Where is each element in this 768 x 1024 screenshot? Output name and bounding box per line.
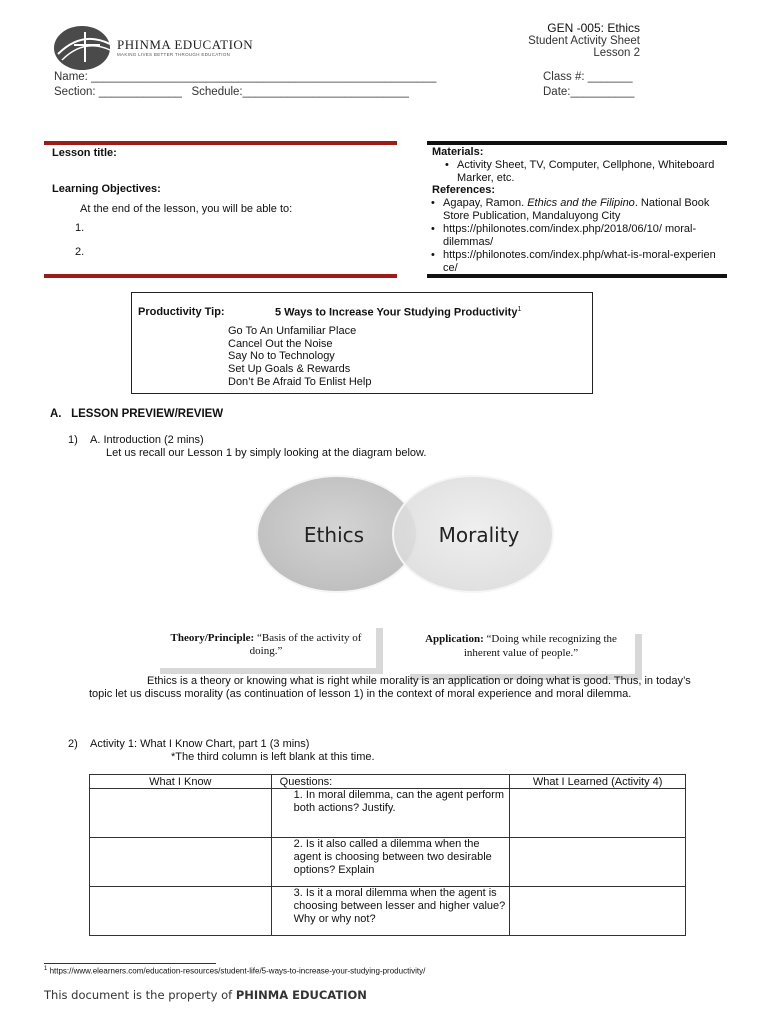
reference-1-title: Ethics and the Filipino [527,197,635,209]
productivity-tip-box [131,292,593,394]
objectives-intro: At the end of the lesson, you will be able to: [80,203,293,215]
footer-prefix: This document is the property of [44,988,236,1002]
tip-label: Productivity Tip: [138,306,225,318]
footnote-mark: 1 [44,966,48,972]
logo-tagline: MAKING LIVES BETTER THROUGH EDUCATION [117,52,231,57]
col-header-what-i-know: What I Know [90,775,272,789]
reference-3-link[interactable]: https://philonotes.com/index.php/what-is-moral-experience/ [443,249,716,274]
section-a-heading: A. LESSON PREVIEW/REVIEW [50,408,224,420]
theory-label: Theory/Principle: [170,632,255,644]
bullet-icon: • [431,223,435,235]
footnote-url[interactable]: https://www.elearners.com/education-resources/student-life/5-ways-to-increase-your-studying-productivity/ [49,966,426,976]
course-code: GEN -005: Ethics [547,21,640,35]
table-header-row [90,775,686,789]
activity-number: 2) [68,738,78,750]
application-callout [410,632,632,660]
lesson-number: Lesson 2 [593,47,640,59]
ethics-morality-paragraph: Ethics is a theory or knowing what is right while morality is an application or doing what is good. Thus, in today’s topic let us discuss morality (as continuation of lesson 1) in the context of moral experience and moral dilemma. [89,675,691,700]
reference-1-publisher: . National Book Store Publication, Mandaluyong City [443,197,710,222]
tip-item: Go To An Unfamiliar Place [228,325,357,337]
answer-cell-know[interactable] [90,838,272,887]
tip-item: Say No to Technology [228,350,335,363]
name-field[interactable]: Name: ______________________________________________________ [54,71,437,83]
left-panel-bottom-bar [44,274,397,278]
materials-item [445,159,717,185]
objective-2: 2. [75,246,85,258]
materials-text: Activity Sheet, TV, Computer, Cellphone, Whiteboard Marker, etc. [457,159,715,184]
col-header-what-i-learned: What I Learned (Activity 4) [510,775,686,789]
bullet-icon: • [431,197,435,209]
footnote-divider [44,963,216,964]
reference-1 [431,197,723,223]
venn-label-morality: Morality [438,523,520,547]
reference-3[interactable] [431,249,718,275]
logo-name: PHINMA EDUCATION [117,37,254,52]
answer-cell-know[interactable] [90,887,272,936]
lesson-title-label: Lesson title: [52,147,117,159]
question-cell: 2. Is it also called a dilemma when the agent is choosing between two desirable options? Explain [271,838,510,887]
tip-list [228,325,371,389]
application-text: “Doing while recognizing the inherent value of people.” [463,633,617,659]
intro-text: Let us recall our Lesson 1 by simply looking at the diagram below. [106,447,427,459]
answer-cell-know[interactable] [90,789,272,838]
right-panel-top-bar [427,141,727,145]
theory-callout [160,632,372,658]
reference-2-link[interactable]: https://philonotes.com/index.php/2018/06/10/ moral-dilemmas/ [443,223,697,248]
sheet-type: Student Activity Sheet [528,35,640,47]
tip-footnote-mark[interactable]: 1 [517,306,522,313]
tip-item: Cancel Out the Noise [228,337,333,350]
date-field[interactable]: Date:__________ [543,86,635,98]
bullet-icon: • [431,249,435,261]
question-cell: 1. In moral dilemma, can the agent perform both actions? Justify. [271,789,510,838]
class-number-field[interactable]: Class #: _______ [543,71,633,83]
what-i-know-table [89,774,686,936]
intro-title: A. Introduction (2 mins) [90,434,204,446]
reference-1-author: Agapay, Ramon. [443,197,528,209]
application-label: Application: [425,633,484,645]
col-header-questions: Questions: [271,775,510,789]
tip-item: Don’t Be Afraid To Enlist Help [228,375,372,388]
table-row [90,838,686,887]
right-panel-bottom-bar [427,274,727,278]
tip-title [275,306,521,319]
bullet-icon: • [445,159,449,171]
objectives-label: Learning Objectives: [52,183,161,195]
activity-note: *The third column is left blank at this time. [171,751,375,763]
table-row [90,789,686,838]
answer-cell-learned[interactable] [510,838,686,887]
footnote [44,966,425,976]
theory-text: “Basis of the activity of doing.” [249,632,362,657]
venn-label-ethics: Ethics [303,523,365,547]
intro-number: 1) [68,434,78,446]
references-label: References: [432,184,495,196]
objective-1: 1. [75,222,85,234]
question-cell: 3. Is it a moral dilemma when the agent is choosing between lesser and higher value? Why or why not? [271,887,510,936]
tip-item: Set Up Goals & Rewards [228,363,351,376]
footer-owner: PHINMA EDUCATION [235,988,367,1002]
footer-ownership [44,988,367,1002]
logo-emblem-icon [52,24,114,72]
reference-2[interactable] [431,223,713,249]
activity-title: Activity 1: What I Know Chart, part 1 (3 mins) [90,738,310,750]
answer-cell-learned[interactable] [510,789,686,838]
section-schedule-field[interactable]: Section: _____________ Schedule:__________________________ [54,86,409,98]
venn-diagram [255,474,555,594]
materials-label: Materials: [432,146,484,158]
callout-left-base [160,668,383,674]
tip-title-text: 5 Ways to Increase Your Studying Productivity [275,306,518,319]
table-row [90,887,686,936]
answer-cell-learned[interactable] [510,887,686,936]
left-panel-top-bar [44,141,397,145]
